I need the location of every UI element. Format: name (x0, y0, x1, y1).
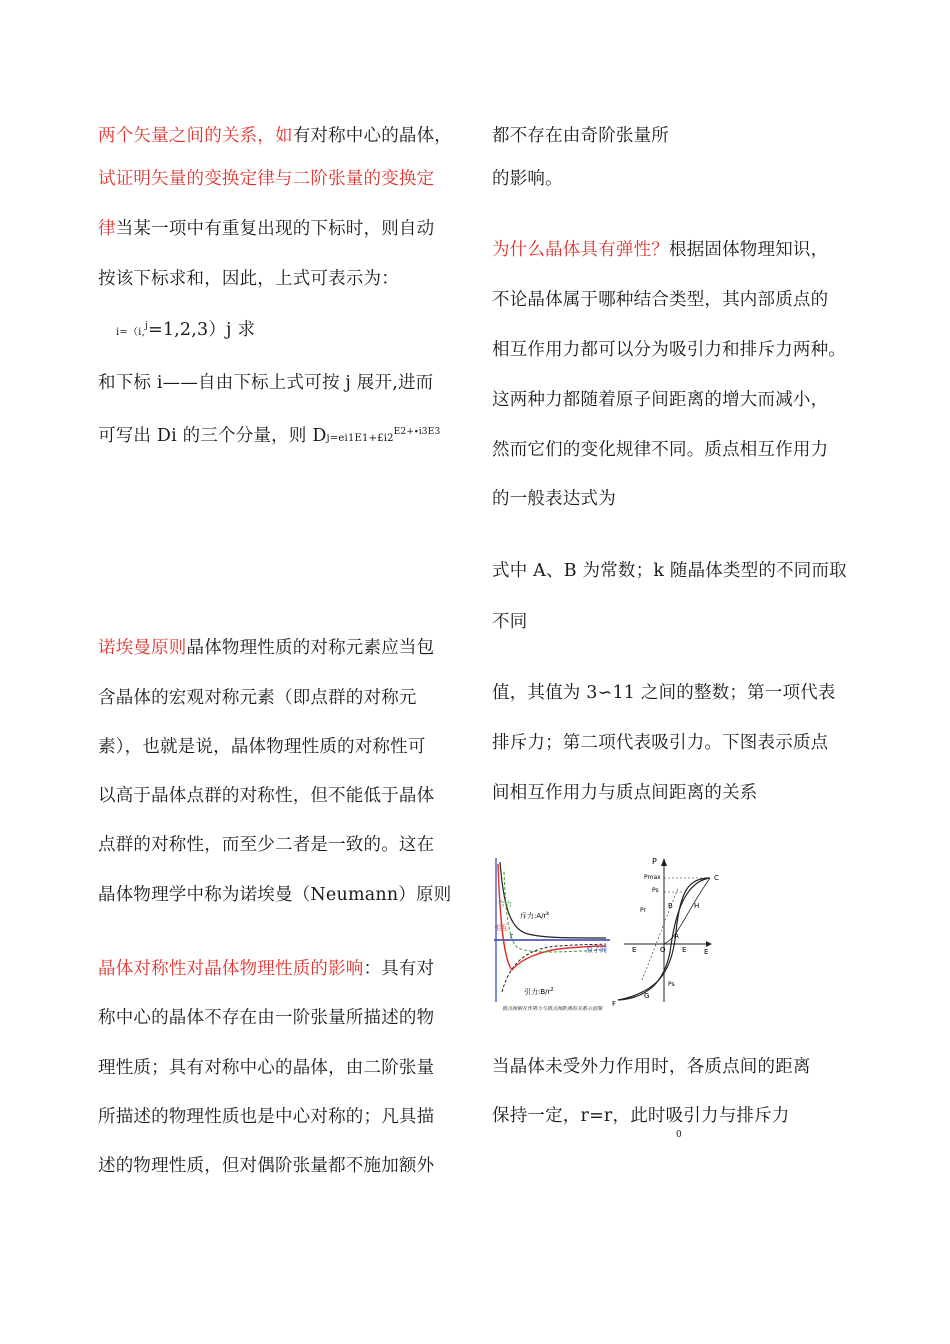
right-p3-line1: 式中 A、B 为常数；k 随晶体类型的不同而取 (492, 561, 847, 581)
right-p5-line2: 保持一定，r=r，此时吸引力与排斥力 (492, 1106, 790, 1126)
text: 有对称中心的晶体， (292, 126, 453, 146)
formula-b: =1,2,3）j 求 (147, 320, 256, 340)
formula-part: ∙i3 (414, 427, 428, 437)
figure-svg (488, 852, 724, 1014)
right-p2-line6: 的一般表达式为 (492, 489, 616, 509)
formula-part: j=ei1E1+£i2 (326, 433, 394, 444)
heading-tail: 律 (98, 219, 116, 239)
label-A: A (674, 932, 679, 940)
left-p1-line6: 和下标 i——自由下标上式可按 j 展开,进而 (98, 373, 434, 393)
axis-label: 原子间 (586, 946, 607, 954)
formula-part: E3 (427, 427, 441, 437)
force-distance-figure (488, 852, 724, 1014)
label-F: F (612, 1000, 617, 1008)
left-p2-line6: 晶体物理学中称为诺埃曼（Neumann）原则 (98, 885, 452, 905)
left-p2-line4: 以高于晶体点群的对称性，但不能低于晶体 (98, 786, 435, 806)
label-Ps: Ps (652, 887, 659, 894)
heading-elasticity: 为什么晶体具有弹性？ (492, 240, 669, 260)
right-p2-line5: 然而它们的变化规律不同。质点相互作用力 (492, 440, 829, 460)
right-p3-line2: 不同 (492, 612, 528, 632)
formula-part: E2+ (393, 427, 415, 437)
r0-subscript: 0 (676, 1130, 682, 1140)
label-P: P (652, 857, 657, 866)
label-H: H (694, 902, 700, 910)
right-p5-line1: 当晶体未受外力作用时，各质点间的距离 (492, 1057, 811, 1077)
e-arrow (706, 941, 712, 947)
text: 晶体物理性质的对称元素应当包 (186, 638, 435, 658)
label-Ps2: Ps (668, 981, 675, 988)
left-p3-line4: 所描述的物理性质也是中心对称的；凡具描 (98, 1107, 435, 1127)
left-p2-line1 (98, 636, 434, 660)
right-p2-line3: 相互作用力都可以分为吸引力和排斥力两种。 (492, 340, 846, 360)
text: 可写出 Di 的三个分量，则 D (98, 426, 327, 446)
p-arrow (661, 858, 667, 866)
label-Pr: Pr (640, 907, 646, 914)
net-label: 相互 (494, 924, 508, 932)
left-p2-line5: 点群的对称性，而至少二者是一致的。这在 (98, 835, 435, 855)
formula-line (116, 318, 255, 345)
heading-neumann: 诺埃曼原则 (98, 638, 187, 658)
left-p3-line3: 理性质；具有对称中心的晶体，由二阶张量 (98, 1058, 435, 1078)
label-E2: E (682, 946, 687, 954)
label-E1: E (632, 946, 637, 954)
right-p1-line2: 的影响。 (492, 169, 563, 189)
heading-vector-relation: 两个矢量之间的关系，如 (98, 126, 293, 146)
right-p2-line1 (492, 238, 828, 262)
repulsion-curve (500, 862, 606, 938)
right-p4-line3: 间相互作用力与质点间距离的关系 (492, 783, 758, 803)
left-p1-line3 (98, 217, 434, 241)
left-p2-line2: 含晶体的宏观对称元素（即点群的对称元 (98, 688, 417, 708)
right-p2-line2: 不论晶体属于哪种结合类型，其内部质点的 (492, 290, 829, 310)
r0-label: r (510, 932, 513, 940)
left-p3-line2: 称中心的晶体不存在由一阶张量所描述的物 (98, 1008, 435, 1028)
label-G: G (644, 992, 650, 1000)
figure-caption: 质点间相互作用力与质点间距离的关系示意图 (502, 1006, 603, 1012)
text: 根据固体物理知识， (669, 240, 829, 260)
text: ：具有对 (363, 959, 435, 979)
label-B: B (668, 902, 673, 910)
left-p3-line5: 述的物理性质，但对偶阶张量都不施加额外 (98, 1156, 435, 1176)
label-Pmax: Pmax (644, 874, 661, 881)
repulse-label: 斥力$:A/r^k$ (520, 911, 550, 920)
net-force-curve (498, 864, 606, 970)
left-p1-line7 (98, 424, 440, 451)
formula-a: i=（i, (116, 327, 145, 338)
right-p4-line1: 值，其值为 3∽11 之间的整数；第一项代表 (492, 683, 836, 703)
left-p1-line1 (98, 124, 452, 148)
force-chart (494, 858, 610, 1012)
heading-symmetry-effect: 晶体对称性对晶体物理性质的影响 (98, 959, 364, 979)
left-p2-line3: 素），也就是说，晶体物理性质的对称性可 (98, 737, 426, 757)
formula-sup: j (144, 321, 148, 331)
right-p2-line4: 这两种力都随着原子间距离的增大而减小， (492, 390, 829, 410)
left-p3-line1 (98, 957, 434, 981)
label-E3: E (704, 948, 709, 956)
right-p4-line2: 排斥力；第二项代表吸引力。下图表示质点 (492, 733, 829, 753)
hysteresis-chart (612, 857, 719, 1008)
combined-label: 合力 (498, 900, 512, 908)
attract-label: 引力$:B/r^2$ (524, 987, 554, 996)
right-p1-line1: 都不存在由奇阶张量所 (492, 126, 669, 146)
label-O: O (660, 946, 666, 954)
left-p1-line4: 按该下标求和，因此，上式可表示为： (98, 269, 399, 289)
label-C: C (714, 874, 719, 882)
left-p1-line2: 试证明矢量的变换定律与二阶张量的变换定 (98, 169, 435, 189)
text: 当某一项中有重复出现的下标时，则自动 (115, 219, 435, 239)
